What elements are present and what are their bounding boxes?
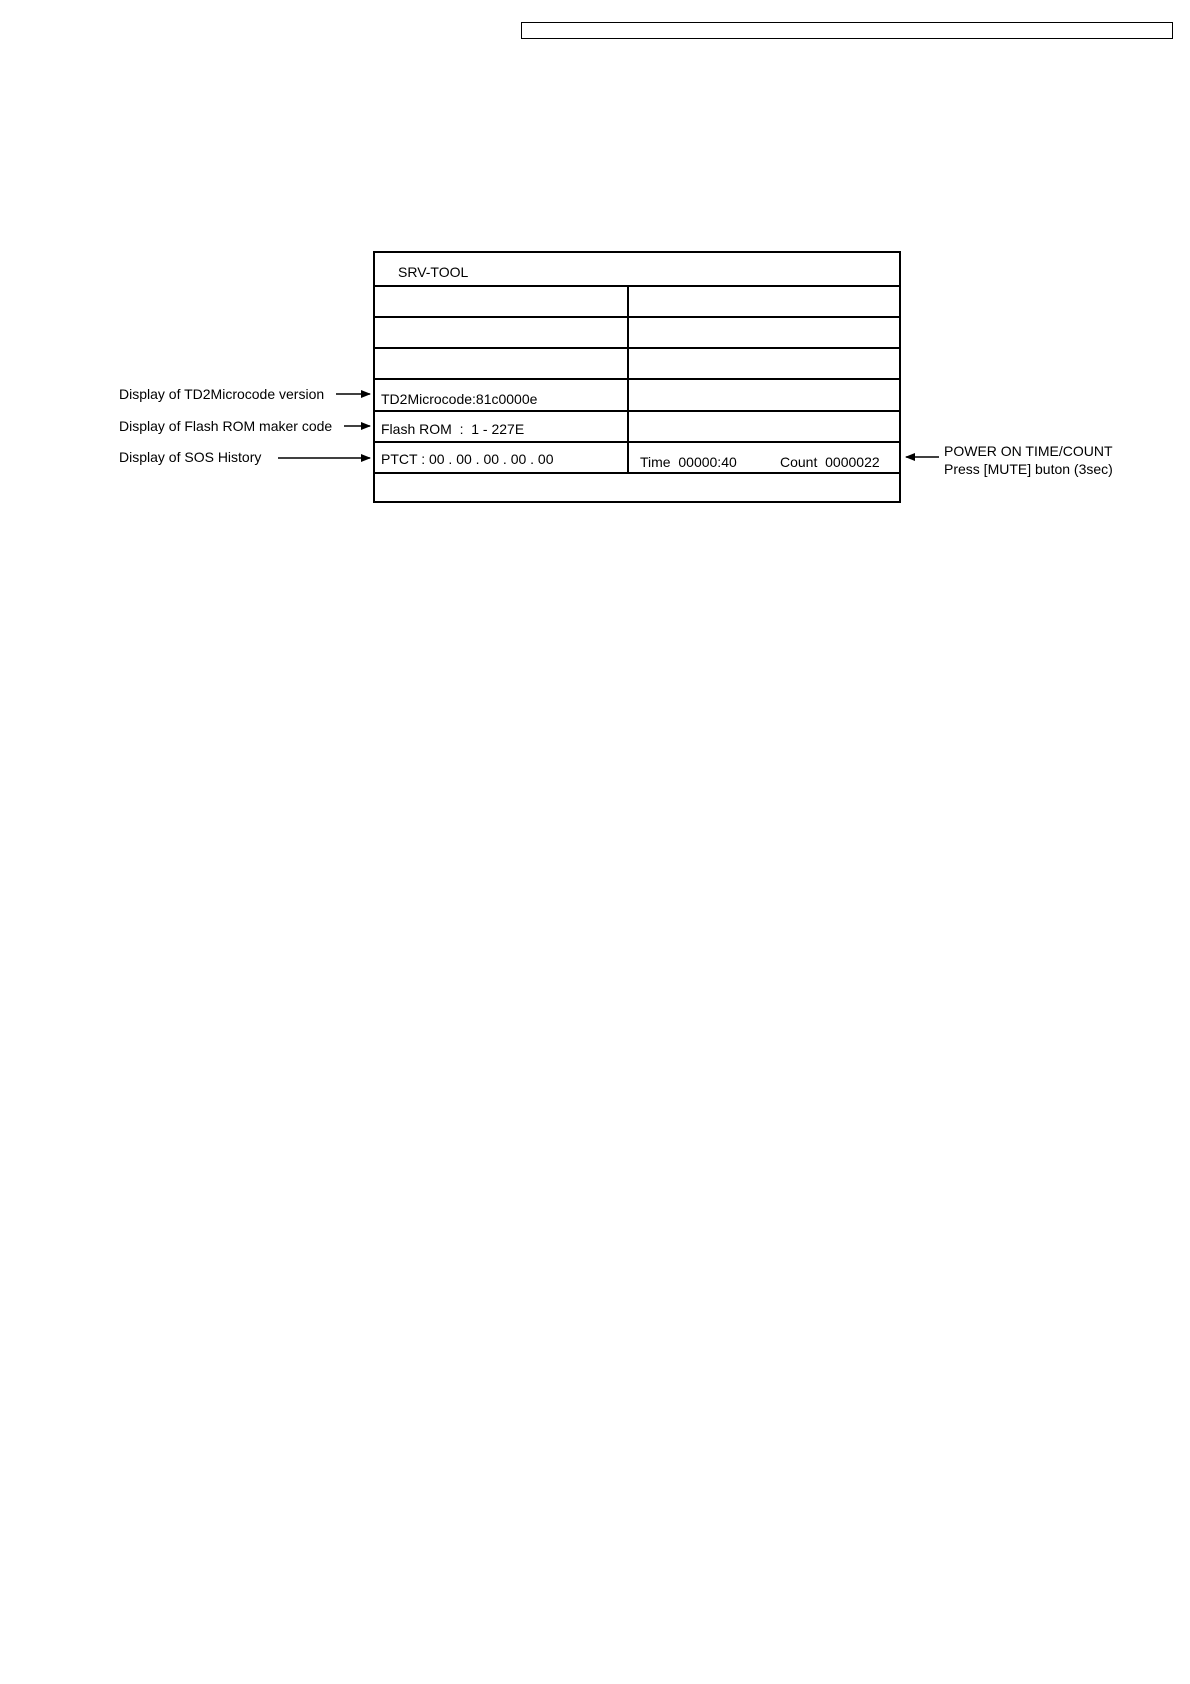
- empty-row-bottom: [375, 474, 899, 501]
- ptct-cell: [375, 443, 629, 472]
- microcode-row: [375, 380, 899, 412]
- empty-row-3: [375, 349, 899, 380]
- srv-tool-panel: [373, 251, 901, 503]
- flash-rom-cell: [375, 412, 629, 441]
- empty-cell: [375, 287, 629, 316]
- microcode-cell: [375, 380, 629, 410]
- flash-annotation: Display of Flash ROM maker code: [119, 418, 333, 434]
- ptct-value: PTCT : 00 . 00 . 00 . 00 . 00: [381, 451, 554, 467]
- empty-cell: [375, 318, 629, 347]
- empty-row-1: [375, 287, 899, 318]
- flash-rom-row: [375, 412, 899, 443]
- empty-row-2: [375, 318, 899, 349]
- empty-cell: [375, 349, 629, 378]
- microcode-value: TD2Microcode:81c0000e: [381, 391, 538, 407]
- power-annotation-line1: POWER ON TIME/COUNT: [944, 443, 1113, 459]
- power-annotation-line2: Press [MUTE] buton (3sec): [944, 461, 1113, 477]
- flash-rom-value: Flash ROM : 1 - 227E: [381, 421, 525, 437]
- time-value: Time 00000:40: [640, 454, 737, 470]
- panel-title: SRV-TOOL: [398, 264, 469, 280]
- title-row: [375, 253, 899, 287]
- microcode-annotation: Display of TD2Microcode version: [119, 386, 325, 402]
- count-value: Count 0000022: [780, 454, 880, 470]
- sos-annotation: Display of SOS History: [119, 449, 262, 465]
- header-bar: [521, 22, 1173, 39]
- sos-row: [375, 443, 899, 474]
